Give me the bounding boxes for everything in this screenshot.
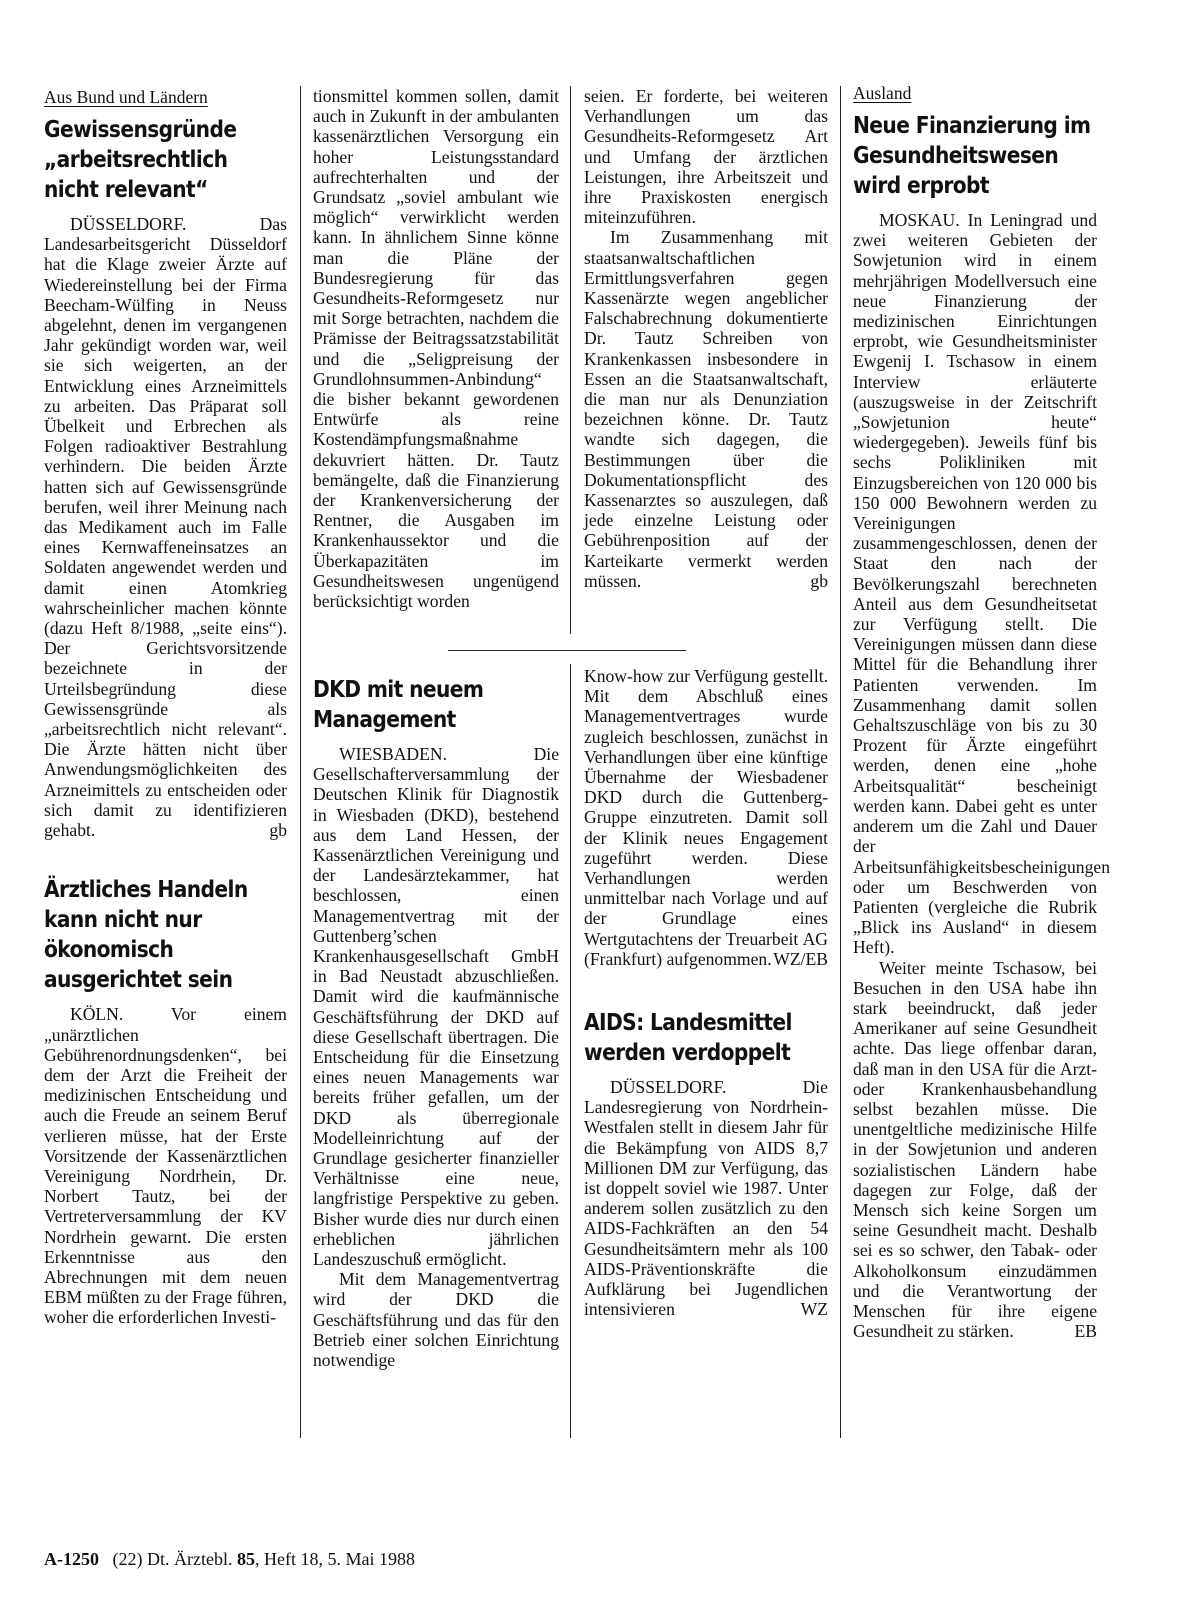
article-body-moskau-p2: Weiter meinte Tschasow, bei Besuchen in den USA habe ihn stark beeindruckt, daß jeder Amerikaner auf seine Gesundheit achte. Das liege offenbar daran, daß man in den USA für die Arzt- oder Krankenhausbehandlung selbst bezahlen müsse. Die unentgeltliche medizinische Hilfe in der Sowjetunion und anderen sozialistischen Ländern habe dagegen zur Folge, daß der Mensch sich keine Sorgen um seine Gesundheit macht. Deshalb sei es so schwer, den Tabak- oder Alkoholkonsum einzudämmen und die Verantwortung der Menschen für ihre eigene Gesundheit zu stärken. EB [853,957,1097,1342]
column-divider-2-lower [570,664,571,1438]
page-code: A-1250 [44,1549,99,1569]
headline-aids-landesmittel: AIDS: Landesmittel werden verdoppelt [584,1008,792,1067]
section-label-ausland: Ausland [853,83,912,103]
column-3-lower [584,666,828,1319]
article-body-dkd-p2: Mit dem Managementvertrag wird der DKD die Geschäftsführung und das für den Betrieb einer solchen Einrichtung notwendige [313,1269,559,1371]
article-body-moskau-p1: MOSKAU. In Leningrad und zwei weiteren Gebieten der Sowjetunion wird in einem mehrjährigen Modellversuch eine neue Finanzierung der medizinischen Einrichtungen erprobt, wie Gesundheitsminister Ewgenij I. Tschasow in einem Interview erläuterte (auszugsweise in der Zeitschrift „Sowjetunion heute“ wiedergegeben). Jeweils fünf bis sechs Polikliniken mit Einzugsbereichen von 120 000 bis 150 000 Bewohnern werden zu Vereinigungen zusammengeschlossen, denen der Staat den nach der Bevölkerungszahl berechneten Anteil aus dem Gesundheitsetat zur Verfügung stellt. Die Vereinigungen müssen dann diese Mittel für die Behandlung ihrer Patienten verwenden. Im Zusammenhang damit sollen Gehaltszuschläge von bis zu 30 Prozent für Ärzte eingeführt werden, denen eine „hohe Arbeitsqualität“ bescheinigt werden kann. Dabei geht es unter anderem um die Zahl und Dauer der Arbeitsunfähigkeitsbescheinigungen oder um Beschwerden von Patienten (vergleiche die Rubrik „Blick ins Ausland“ in diesem Heft). [853,210,1110,958]
article-continuation-dkd: Know-how zur Verfügung gestellt. Mit dem Abschluß eines Managementvertrages wurde zugleich beschlossen, zunächst in Verhandlungen über eine künftige Übernahme der Wiesbadener DKD durch die Guttenberg-Gruppe einzutreten. Damit soll der Klinik neues Engagement zugeführt werden. Diese Verhandlungen werden unmittelbar nach Vorlage und auf der Grundlage eines Wertgutachtens der Treuarbeit AG (Frankfurt) aufgenommen. WZ/EB [584,666,828,969]
article-body-dkd-p1: WIESBADEN. Die Gesellschafterversammlung der Deutschen Klinik für Diagnostik in Wiesbaden (DKD), bestehend aus dem Land Hessen, der Kassenärztlichen Vereinigung und der Landesärztekammer, hat beschlossen, einen Managementvertrag mit der Guttenberg’schen Krankenhausgesellschaft GmbH in Bad Neustadt abzuschließen. Damit wird die kaufmännische Geschäftsführung der DKD auf diese Gesellschaft übertragen. Die Entscheidung für die Einsetzung eines neuen Managements war bereits früher gefallen, um der DKD als überregionale Modelleinrichtung auf der Grundlage gesicherter finanzieller Verhältnisse eine neue, langfristige Perspektive zu geben. Bisher wurde dies nur durch einen erheblichen jährlichen Landeszuschuß ermöglicht. [313,744,559,1270]
article-body-aids: DÜSSELDORF. Die Landesregierung von Nordrhein-Westfalen stellt in diesem Jahr für die Bekämpfung von AIDS 8,7 Millionen DM zur Verfügung, das ist doppelt soviel wie 1987. Unter anderem sollen zusätzlich zu den AIDS-Fachkräften an den 54 Gesundheitsämtern mehr als 100 AIDS-Präventionskräfte die Aufklärung bei Jugendlichen intensivieren WZ [584,1077,828,1320]
column-1 [44,86,287,1328]
article-signature: WZ/EB [773,948,828,969]
column-4 [853,82,1110,1342]
column-divider-1 [300,86,301,1438]
column-divider-2 [570,86,571,634]
article-body-gewissensgruende: DÜSSELDORF. Das Landesarbeitsgericht Düsseldorf hat die Klage zweier Ärzte auf Wiedereinstellung bei der Firma Beecham-Wülfing in Neuss abgelehnt, denen im vergangenen Jahr gekündigt worden war, weil sie sich weigerten, an der Entwicklung eines Arzneimittels zu arbeiten. Das Präparat soll Übelkeit und Erbrechen als Folgen radioaktiver Bestrahlung verhindern. Die beiden Ärzte hatten sich auf Gewissensgründe berufen, weil ihrer Meinung nach das Medikament auch im Falle eines Kernwaffeneinsatzes an Soldaten angewendet werden und damit einen Atomkrieg wahrscheinlicher machen könnte (dazu Heft 8/1988, „seite eins“). Der Gerichtsvorsitzende bezeichnete in der Urteilsbegründung diese Gewissensgründe als „arbeitsrechtlich nicht relevant“. Die Ärzte hätten nicht über Anwendungsmöglichkeiten des Arzneimittels zu entscheiden oder sich damit zu identifizieren gehabt. gb [44,214,287,841]
column-3 [584,86,828,591]
column-2 [313,86,559,611]
article-signature: gb [810,570,828,591]
headline-dkd-management: DKD mit neuem Management [313,675,484,733]
column-divider-3 [840,86,841,1438]
article-signature: gb [269,820,287,841]
article-continuation-tautz-2: seien. Er forderte, bei weiteren Verhandlungen um das Gesundheits-Reformgesetz Art und Umfang der ärztlichen Leistungen, ihre Arbeitszeit und ihre Praxiskosten energisch miteinzuführen. [584,86,828,228]
section-label-inland: Aus Bund und Ländern [44,87,208,107]
headline-gewissensgruende: Gewissensgründe „arbeitsrechtlich nicht relevant“ [44,115,237,203]
article-separator-rule [448,650,686,651]
article-signature: EB [1074,1321,1097,1342]
column-2-lower [313,674,559,1370]
article-continuation-tautz-3: Im Zusammenhang mit staatsanwaltschaftlichen Ermittlungsverfahren gegen Kassenärzte wegen angeblicher Falschabrechnung dokumentierte Dr. Tautz Schreiben von Krankenkassen insbesondere in Essen an die Staatsanwaltschaft, die man nur als Denunziation bezeichnen könne. Dr. Tautz wandte sich dagegen, die Bestimmungen über die Dokumentationspflicht des Kassenarztes so auszulegen, daß jede einzelne Leistung oder Gebührenposition auf der Karteikarte vermerkt werden müssen. gb [584,227,828,591]
page-footer [44,1548,415,1570]
article-body-aerztliches-handeln: KÖLN. Vor einem „unärztlichen Gebührenordnungsdenken“, bei dem der Arzt die Freiheit der medizinischen Entscheidung und auch die Freude an seinem Beruf verlieren müsse, hat der Erste Vorsitzende der Kassenärztlichen Vereinigung Nordrhein, Dr. Norbert Tautz, bei der Vertreterversammlung der KV Nordrhein gewarnt. Die ersten Erkenntnisse aus den Abrechnungen mit dem neuen EBM müßten zu der Frage führen, woher die erforderlichen Investi- [44,1004,287,1328]
article-continuation-tautz: tionsmittel kommen sollen, damit auch in Zukunft in der ambulanten kassenärztlichen Versorgung ein hoher Leistungsstandard aufrechterhalten und der Grundsatz „soviel ambulant wie möglich“ verwirklicht werden kann. In ähnlichem Sinne könne man die Pläne der Bundesregierung für das Gesundheits-Reformgesetz nur mit Sorge betrachten, nachdem die Prämisse der Beitragssatzstabilität und die „Seligpreisung der Grundlohnsummen-Anbindung“ die bisher bekannt gewordenen Entwürfe als reine Kostendämpfungsmaßnahme dekuvriert hätten. Dr. Tautz bemängelte, daß die Finanzierung der Krankenversicherung der Rentner, die Ausgaben im Krankenhaussektor und die Überkapazitäten im Gesundheitswesen ungenügend berücksichtigt worden [313,86,559,612]
volume-number: 85 [236,1549,255,1569]
citation-issue: , Heft 18, 5. Mai 1988 [254,1549,415,1569]
headline-finanzierung: Neue Finanzierung im Gesundheitswesen wird erprobt [853,111,1091,199]
article-signature: WZ [800,1299,828,1320]
citation-text: (22) Dt. Ärztebl. [112,1549,233,1569]
headline-aerztliches-handeln: Ärztliches Handeln kann nicht nur ökonomisch ausgerichtet sein [44,875,248,994]
